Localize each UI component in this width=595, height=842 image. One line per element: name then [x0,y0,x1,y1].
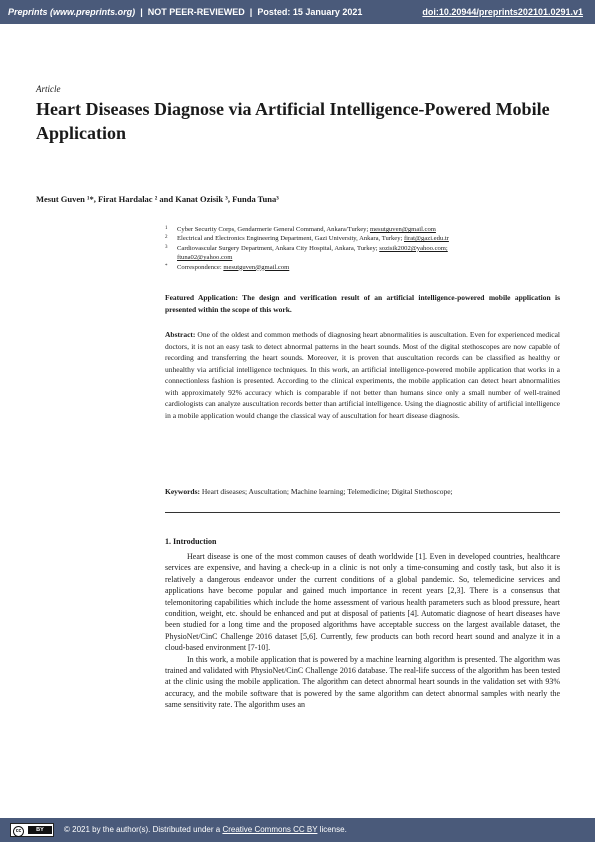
affiliation-item [165,244,565,263]
introduction-body [165,551,560,711]
posted-date: Posted: 15 January 2021 [257,7,363,17]
correspondence-label: Correspondence: [177,263,224,271]
abstract-text: One of the oldest and common methods of diagnosing heart abnormalities is auscultation. Even for experienced medical doctors, it is not an easy task to detect abnormal patterns in the heart sounds. Most of the digital stethoscopes are now capable of recording and transferring the heart sounds. Moreover, it is proven that auscultation records can be classified as healthy or unhealthy via artificial intelligence techniques. In this work, an artificial intelligence-powered mobile application that works in a connectionless fashion is presented. According to the clinical experiments, the mobile application can detect heart abnormalities with approximately 92% accuracy which is comparable if not better than humans since only a small number of well-trained cardiologists can analyze auscultation records better than artificial intelligence. Using the diagnostic ability of artificial intelligence in a mobile application would change the classical way of auscultation for heart disease diagnosis. [165,330,560,420]
article-type-label: Article [36,84,61,94]
preprint-banner [0,0,595,24]
license-text [64,825,347,834]
paragraph: In this work, a mobile application that is powered by a machine learning algorithm is presented. The algorithm was trained and validated with PhysioNet/CinC Challenge 2016 database. The real-life success of the algorithm has been tested at the clinic using the mobile application. The algorithm can detect abnormal heart sounds in the validation set with 93% accuracy, and the mobile software that is powered by the same algorithm can detect abnormal samples with nearly the same sensitivity rate. The algorithm uses an [165,654,560,710]
email-link[interactable]: sozisik2002@yahoo.com; [379,244,448,252]
email-link[interactable]: ftuna02@yahoo.com [177,254,233,262]
keywords-text: Heart diseases; Auscultation; Machine learning; Telemedicine; Digital Stethoscope; [200,487,453,496]
paper-title: Heart Diseases Diagnose via Artificial Intelligence-Powered Mobile Application [36,99,550,143]
cc-by-badge-icon[interactable] [10,823,54,837]
author-list: Mesut Guven ¹*, Firat Hardalac ² and Kanat Ozisik ³, Funda Tuna³ [36,194,279,204]
affiliation-number: 2 [165,235,168,241]
section-divider [165,512,560,513]
affiliations [165,225,565,272]
license-prefix: © 2021 by the author(s). Distributed under a [64,825,223,834]
peer-review-status: NOT PEER-REVIEWED [147,7,245,17]
banner-separator: | [249,7,253,17]
email-link[interactable]: mesutguven@gmail.com [369,226,436,233]
preprints-brand-link[interactable]: Preprints (www.preprints.org) [8,7,136,17]
abstract [165,329,560,421]
by-mark: BY [28,826,52,834]
banner-left [8,7,362,17]
affiliation-number: 3 [165,244,168,250]
affiliation-item [165,234,565,243]
email-link[interactable]: mesutguven@gmail.com [223,263,290,271]
affiliation-number: * [165,263,168,269]
affiliation-text: Electrical and Electronics Engineering Department, Gazi University, Ankara, Turkey; [177,235,404,243]
license-link[interactable]: Creative Commons CC BY [222,825,318,834]
abstract-label: Abstract: [165,330,196,339]
affiliation-item [165,225,565,234]
banner-separator: | [140,7,143,17]
license-footer [0,818,595,842]
affiliation-text: Cardiovascular Surgery Department, Ankara City Hospital, Ankara, Turkey; [177,244,380,252]
keywords-label: Keywords: [165,487,200,496]
keywords [165,486,560,498]
doi-link[interactable]: doi:10.20944/preprints202101.0291.v1 [422,7,583,17]
email-link[interactable]: firat@gazi.edu.tr [403,235,449,243]
affiliation-number: 1 [165,226,168,231]
featured-application: Featured Application: The design and verification result of an artificial intelligence-powered mobile application is presented within the scope of this work. [165,293,560,314]
section-heading: 1. Introduction [165,537,217,546]
license-suffix: license. [317,825,347,834]
affiliation-text: Cyber Security Corps, Gendarmerie General Command, Ankara/Turkey; [177,226,370,233]
correspondence-item [165,263,565,272]
paragraph: Heart disease is one of the most common causes of death worldwide [1]. Even in developed countries, healthcare services are expensive, and having a check-up in a clinic is not only a time-consuming and costly task, but also it is relatively a dangerous endeavor under the current conditions of a global pandemic. So, telemedicine services and applications have become popular and gained much importance in recent years [2,3]. There is a consensus that telemonitoring capabilities which include the home assessment of various health parameters such as blood pressure, heart condition, weight, etc. should be enhanced and put at disposal of patients [4]. Automatic diagnose of heart diseases have been studied for a long time and the proposed algorithms have acceptable success on the largest available dataset, the PhysioNet/CinC Challenge 2016 dataset [5,6]. Currently, few products can both record heart sound and analyze it in a cloud-based environment [7-10]. [165,552,560,653]
cc-mark: cc [13,826,24,837]
